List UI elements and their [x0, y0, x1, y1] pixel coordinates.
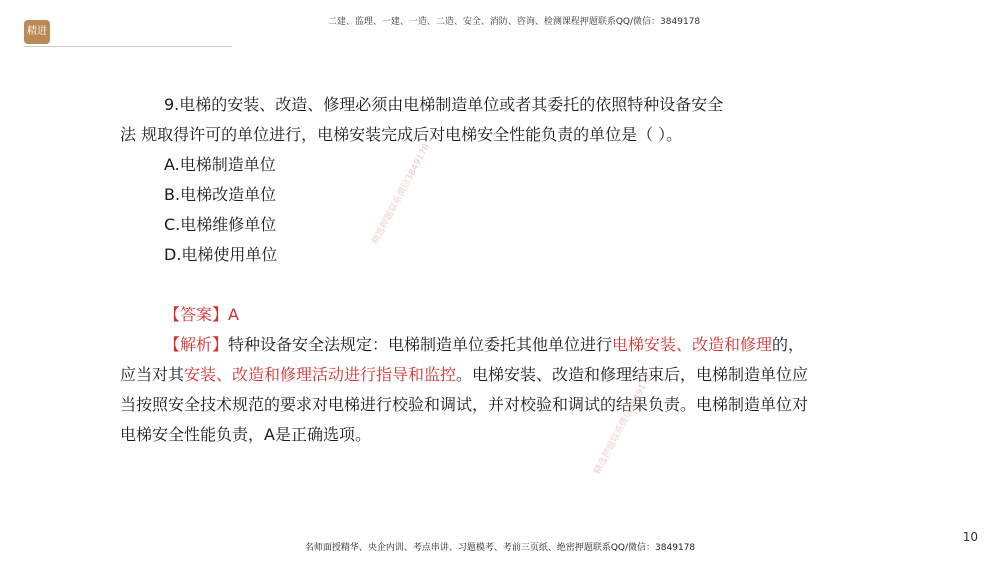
- option-a: A.电梯制造单位: [164, 155, 276, 174]
- analysis-highlight-2: 安装、改造和修理活动进行指导和监控: [184, 365, 457, 384]
- footer-contact-line: 名师面授精华、央企内训、考点串讲、习题模考、考前三页纸、绝密押题联系QQ/微信：3849178: [304, 543, 696, 553]
- analysis-paragraph: [120, 330, 820, 450]
- analysis-text-2: 的，应当对其: [120, 335, 805, 384]
- analysis-text-1: 特种设备安全法规定：电梯制造单位委托其他单位进行: [228, 335, 613, 354]
- watermark: 精选押题联系微信3849178: [370, 142, 433, 247]
- question-stem-line2: 法 规取得许可的单位进行，电梯安装完成后对电梯安全性能负责的单位是（ ）。: [120, 125, 683, 144]
- question-stem-line1: 9.电梯的安装、改造、修理必须由电梯制造单位或者其委托的依照特种设备安全: [164, 95, 724, 114]
- analysis-label: 【解析】: [164, 335, 229, 354]
- option-d: D.电梯使用单位: [164, 245, 278, 264]
- option-b: B.电梯改造单位: [164, 185, 277, 204]
- watermark: 精选押题联系微信3849178: [592, 372, 655, 477]
- answer-line: 【答案】A: [164, 305, 239, 324]
- header-divider: [24, 46, 232, 47]
- logo: 精进: [24, 20, 50, 44]
- analysis-text-3: 。电梯安装、改造和修理结束后，电梯制造单位应当按照安全技术规范的要求对电梯进行校验和调试，并对校验和调试的结果负责。电梯制造单位对电梯安全性能负责，A是正确选项。: [120, 365, 809, 444]
- spacer: [120, 270, 820, 300]
- question-content: [120, 90, 820, 450]
- page-number: 10: [962, 530, 978, 544]
- option-c: C.电梯维修单位: [164, 215, 277, 234]
- header-contact-line: 二建、监理、一建、一造、二造、安全、消防、咨询、检测课程押题联系QQ/微信：3849178: [327, 17, 701, 27]
- analysis-highlight-1: 电梯安装、改造和修理: [612, 335, 773, 354]
